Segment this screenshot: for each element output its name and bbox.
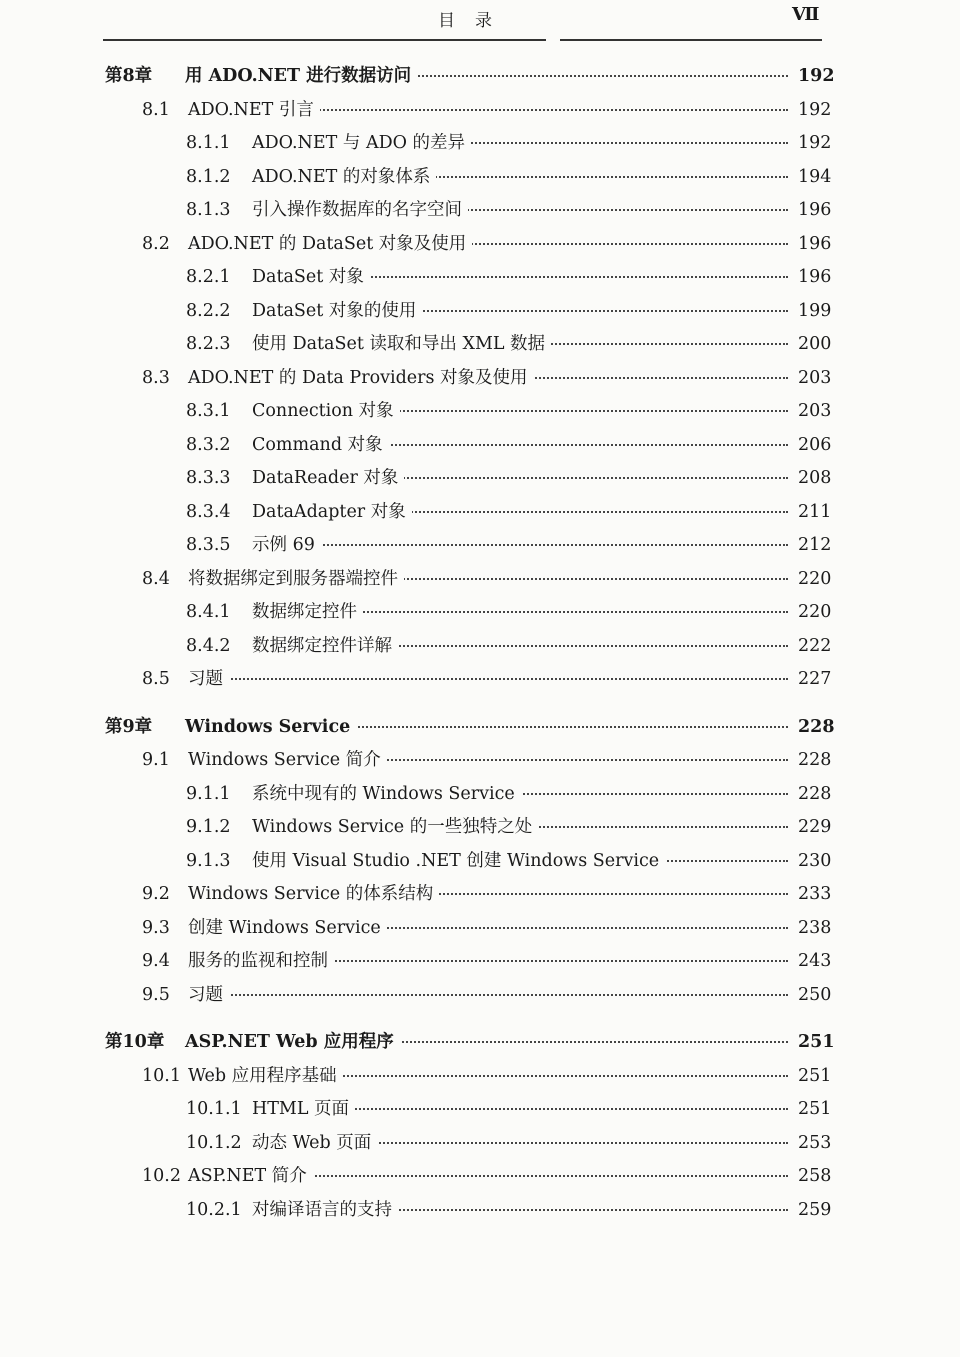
toc-entry-title: Windows Service: [185, 711, 356, 745]
toc-entry-title: 数据绑定控件: [252, 596, 363, 630]
toc-entry-number: 第9章: [105, 716, 153, 737]
header-rule-right: [560, 39, 822, 41]
toc-entry-page: 208: [794, 462, 831, 496]
toc-entry-page: 192: [794, 94, 831, 128]
toc-entry-number: 第10章: [105, 1032, 165, 1052]
toc-entry: [0, 778, 960, 812]
toc-entry: [0, 462, 960, 496]
toc-entry-title: Connection 对象: [252, 395, 400, 429]
toc-entry: [0, 194, 960, 228]
toc-entry-title: 使用 Visual Studio .NET 创建 Windows Service: [252, 845, 665, 879]
toc-entry-number: 8.3.3: [186, 468, 231, 488]
toc-entry-number: 9.5: [142, 984, 170, 1005]
toc-entry: [0, 1060, 960, 1094]
header-rule-left: [103, 39, 546, 41]
toc-entry-page: 203: [794, 362, 831, 396]
toc-entry-title: 将数据绑定到服务器端控件: [188, 563, 404, 597]
toc-entry: [0, 878, 960, 912]
toc-entry-page: 251: [794, 1060, 831, 1094]
toc-entry-title: 示例 69: [252, 529, 321, 563]
toc-entry-number: 8.4: [142, 568, 170, 589]
toc-entry-number: 9.1.2: [186, 817, 231, 837]
toc-entry-title: DataSet 对象的使用: [252, 295, 422, 329]
toc-entry-page: 258: [794, 1160, 831, 1194]
toc-entry-number: 8.1.2: [186, 166, 231, 187]
toc-entry: [0, 295, 960, 329]
toc-entry-page: 220: [794, 596, 831, 630]
dot-leader: [252, 544, 788, 546]
toc-entry-number: 10.2.1: [186, 1199, 242, 1220]
toc-entry-title: Windows Service 的体系结构: [188, 878, 439, 912]
toc-entry-number: 8.4.2: [186, 635, 231, 656]
toc-entry-page: 228: [794, 778, 831, 812]
toc-entry-page: 233: [794, 878, 831, 912]
toc-entry: [0, 328, 960, 362]
toc-entry-page: 192: [794, 127, 831, 161]
toc-entry-number: 第8章: [105, 66, 153, 86]
toc-entry-page: 206: [794, 429, 831, 463]
toc-entry: [0, 630, 960, 664]
toc-entry-page: 230: [794, 845, 831, 879]
toc-entry-title: 用 ADO.NET 进行数据访问: [185, 60, 417, 94]
toc-entry-page: 259: [794, 1194, 831, 1228]
toc-entry-number: 9.3: [142, 917, 170, 938]
dot-leader: [188, 678, 788, 680]
toc-entry-number: 9.1.1: [186, 783, 231, 804]
toc-entry: [0, 1160, 960, 1194]
toc-entry-number: 8.1.1: [186, 133, 231, 153]
toc-entry-title: Web 应用程序基础: [188, 1060, 343, 1094]
toc-entry: [0, 1194, 960, 1228]
toc-entry-page: 222: [794, 630, 831, 664]
toc-chapter: [0, 711, 960, 745]
toc-entry-number: 8.3.5: [186, 535, 231, 555]
toc-entry-number: 8.2.3: [186, 334, 231, 354]
toc-entry-number: 8.2.2: [186, 300, 231, 321]
toc-entry: [0, 127, 960, 161]
dot-leader: [188, 994, 788, 996]
toc-entry-title: ADO.NET 的 Data Providers 对象及使用: [188, 362, 534, 396]
toc-entry-number: 8.5: [142, 669, 170, 689]
toc-entry-page: 192: [794, 60, 835, 94]
toc-entry-number: 8.3.4: [186, 501, 231, 522]
toc-entry-title: DataSet 对象: [252, 261, 370, 295]
toc-entry-title: ASP.NET Web 应用程序: [185, 1026, 400, 1060]
toc-entry: [0, 496, 960, 530]
toc-entry: [0, 228, 960, 262]
toc-entry-page: 228: [794, 711, 835, 745]
toc-entry-title: DataAdapter 对象: [252, 496, 412, 530]
toc-entry-title: 引入操作数据库的名字空间: [252, 194, 468, 228]
toc-entry-number: 8.3.2: [186, 434, 231, 455]
toc-entry-page: 238: [794, 912, 831, 946]
toc-entry-number: 10.1.1: [186, 1099, 242, 1119]
toc-entry-number: 8.3: [142, 367, 170, 388]
toc-entry-page: 250: [794, 979, 831, 1013]
toc-entry-number: 8.4.1: [186, 602, 231, 622]
toc-entry-title: ASP.NET 简介: [188, 1160, 313, 1194]
toc-entry-page: 220: [794, 563, 831, 597]
toc-entry-number: 8.2.1: [186, 267, 231, 287]
toc-entry-page: 228: [794, 744, 831, 778]
toc-entry-page: 211: [794, 496, 831, 530]
toc-entry-title: Windows Service 的一些独特之处: [252, 811, 538, 845]
toc-entry: [0, 1093, 960, 1127]
toc-entry: [0, 979, 960, 1013]
toc-chapter: [0, 1026, 960, 1060]
toc-entry: [0, 529, 960, 563]
toc-entry-page: 243: [794, 945, 831, 979]
toc-entry-title: ADO.NET 引言: [188, 94, 320, 128]
toc-entry-page: 203: [794, 395, 831, 429]
toc-entry-title: ADO.NET 的 DataSet 对象及使用: [188, 228, 472, 262]
toc-entry-title: 创建 Windows Service: [188, 912, 387, 946]
toc-entry: [0, 395, 960, 429]
toc-entry-number: 9.2: [142, 884, 170, 904]
toc-entry-number: 8.1: [142, 99, 170, 120]
table-of-contents: [0, 60, 960, 1227]
toc-entry-title: Windows Service 简介: [188, 744, 387, 778]
toc-entry-title: Command 对象: [252, 429, 389, 463]
toc-entry-number: 8.3.1: [186, 401, 231, 421]
toc-entry-title: 系统中现有的 Windows Service: [252, 778, 521, 812]
toc-entry: [0, 429, 960, 463]
toc-entry-page: 251: [794, 1026, 835, 1060]
toc-entry-number: 9.4: [142, 951, 170, 971]
toc-entry: [0, 1127, 960, 1161]
toc-entry-page: 227: [794, 663, 831, 697]
toc-entry-page: 251: [794, 1093, 831, 1127]
toc-entry-page: 196: [794, 194, 831, 228]
toc-entry-number: 10.1.2: [186, 1132, 242, 1153]
toc-entry: [0, 161, 960, 195]
toc-entry-page: 194: [794, 161, 831, 195]
toc-entry: [0, 261, 960, 295]
toc-entry-number: 9.1.3: [186, 850, 231, 871]
toc-entry-page: 229: [794, 811, 831, 845]
toc-entry: [0, 362, 960, 396]
toc-entry: [0, 744, 960, 778]
toc-entry: [0, 945, 960, 979]
toc-entry-title: DataReader 对象: [252, 462, 404, 496]
toc-entry-title: 对编译语言的支持: [252, 1194, 398, 1228]
toc-entry: [0, 912, 960, 946]
toc-entry-number: 8.1.3: [186, 200, 231, 220]
toc-entry-title: 习题: [188, 979, 229, 1013]
toc-entry: [0, 596, 960, 630]
toc-entry-title: 使用 DataSet 读取和导出 XML 数据: [252, 328, 551, 362]
toc-entry-number: 8.2: [142, 233, 170, 254]
toc-entry-page: 199: [794, 295, 831, 329]
toc-entry-number: 9.1: [142, 750, 170, 770]
toc-entry-title: HTML 页面: [252, 1093, 355, 1127]
toc-entry-title: 数据绑定控件详解: [252, 630, 398, 664]
toc-entry: [0, 811, 960, 845]
toc-entry: [0, 563, 960, 597]
toc-entry-page: 196: [794, 261, 831, 295]
toc-entry-title: 习题: [188, 663, 229, 697]
toc-entry-title: ADO.NET 的对象体系: [252, 161, 436, 195]
toc-entry-page: 196: [794, 228, 831, 262]
toc-entry-number: 10.1: [142, 1065, 181, 1086]
toc-entry-number: 10.2: [142, 1166, 181, 1186]
toc-entry: [0, 845, 960, 879]
toc-entry-page: 200: [794, 328, 831, 362]
running-header-title: 目录: [438, 11, 512, 31]
toc-entry-title: 服务的监视和控制: [188, 945, 334, 979]
toc-entry-title: ADO.NET 与 ADO 的差异: [252, 127, 471, 161]
toc-chapter: [0, 60, 960, 94]
toc-entry: [0, 663, 960, 697]
running-header-page-number: Ⅶ: [792, 4, 820, 25]
toc-entry-page: 212: [794, 529, 831, 563]
toc-entry: [0, 94, 960, 128]
toc-entry-page: 253: [794, 1127, 831, 1161]
toc-entry-title: 动态 Web 页面: [252, 1127, 377, 1161]
